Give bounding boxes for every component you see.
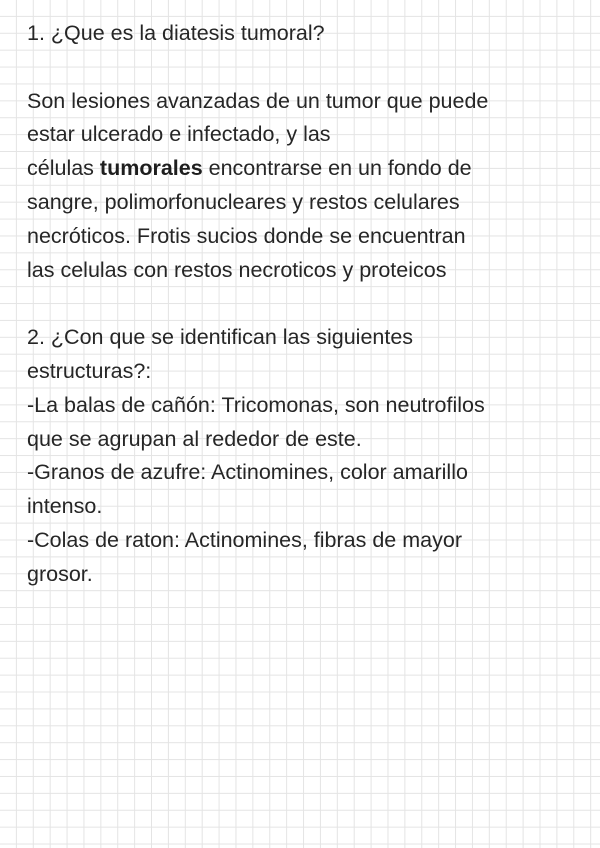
answer-1-line: necróticos. Frotis sucios donde se encuentran bbox=[27, 223, 466, 248]
note-content[interactable] bbox=[27, 17, 587, 592]
answer-2-line: intenso. bbox=[27, 494, 103, 519]
question-1-title: 1. ¿Que es la diatesis tumoral? bbox=[27, 21, 325, 45]
answer-2-line: grosor. bbox=[27, 561, 93, 586]
answer-1-line: Son lesiones avanzadas de un tumor que puede bbox=[27, 88, 489, 113]
bold-term: tumorales bbox=[99, 156, 203, 181]
answer-1-line: sangre, polimorfonucleares y restos celulares bbox=[27, 189, 460, 214]
blank-line bbox=[27, 287, 587, 321]
answer-2-line: que se agrupan al rededor de este. bbox=[27, 426, 362, 451]
answer-2-line: -Colas de raton: Actinomines, fibras de mayor bbox=[27, 527, 462, 552]
answer-1-line: estar ulcerado e infectado, y las bbox=[27, 122, 331, 147]
answer-1-text: encontrarse en un fondo de bbox=[202, 156, 472, 181]
answer-2-line: -Granos de azufre: Actinomines, color amarillo bbox=[27, 460, 468, 485]
question-2-title: estructuras?: bbox=[27, 358, 152, 383]
answer-1-text: células bbox=[27, 156, 100, 181]
answer-1-line bbox=[27, 152, 587, 186]
blank-line bbox=[27, 51, 587, 85]
question-2-title: 2. ¿Con que se identifican las siguientes bbox=[27, 325, 414, 350]
answer-2-line: -La balas de cañón: Tricomonas, son neutrofilos bbox=[27, 392, 485, 417]
answer-1-line: las celulas con restos necroticos y proteicos bbox=[27, 257, 447, 282]
